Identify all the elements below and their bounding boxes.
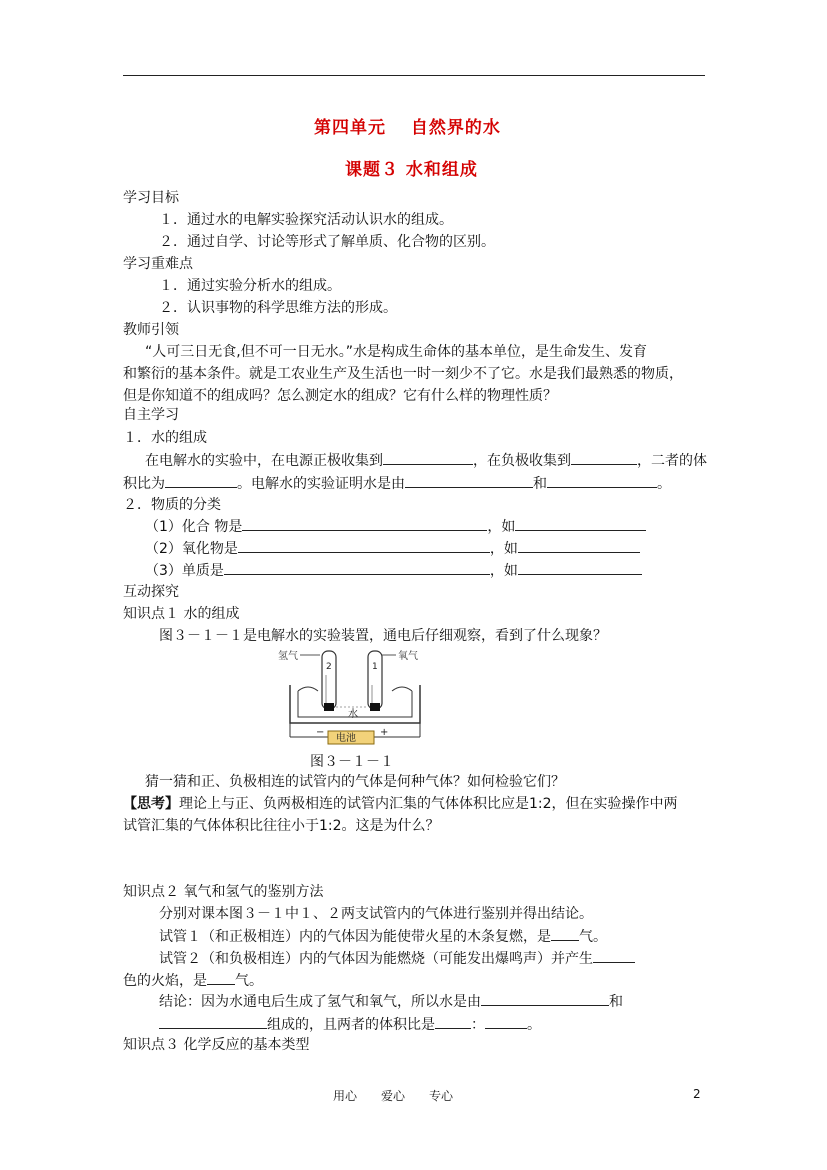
intro-line-3: 但是你知道不的组成吗？怎么测定水的组成？它有什么样的物理性质？ <box>123 388 557 404</box>
section-interactive: 互动探究 <box>123 584 179 600</box>
text: 试管１（和正极相连）内的气体因为能使带火星的木条复燃，是 <box>159 929 551 945</box>
kp2-conclusion-1 <box>159 991 623 1012</box>
section-self-study: 自主学习 <box>123 407 179 423</box>
electrolysis-diagram <box>270 645 440 750</box>
lesson-title: 课题３ 水和组成 <box>345 160 478 180</box>
footer-motto: 用心 爱心 专心 <box>333 1089 454 1103</box>
unit-title: 第四单元 自然界的水 <box>314 118 501 138</box>
section-goals: 学习目标 <box>123 190 179 206</box>
text: 和 <box>609 994 623 1010</box>
knowledge-point-2: 知识点２ 氧气和氢气的鉴别方法 <box>123 884 324 900</box>
section-intro: 教师引领 <box>123 322 179 338</box>
self-item-2-heading: ２．物质的分类 <box>123 497 221 513</box>
text: ，如 <box>489 563 518 579</box>
kp2-line-3 <box>159 948 635 969</box>
tube-number-1: 1 <box>372 662 378 672</box>
kp2-line-4 <box>123 970 263 991</box>
self-item-1-line-1 <box>145 450 707 471</box>
oxygen-label: 氧气 <box>398 651 418 662</box>
hydrogen-label: 氢气 <box>278 651 298 662</box>
key-point-2: ２．认识事物的科学思维方法的形成。 <box>159 300 397 316</box>
blank-conclusion-element-2[interactable] <box>159 1014 267 1029</box>
text: 组成的，且两者的体积比是 <box>267 1017 435 1033</box>
text: 气。 <box>235 973 263 989</box>
classification-oxide <box>145 538 640 559</box>
goal-2: ２．通过自学、讨论等形式了解单质、化合物的区别。 <box>159 234 495 250</box>
text: 。 <box>657 476 671 492</box>
think-line-1 <box>123 794 678 814</box>
blank-element-def[interactable] <box>224 560 490 575</box>
kp2-line-2 <box>159 926 607 947</box>
text: （3）单质是 <box>145 563 224 579</box>
text: 色的火焰，是 <box>123 973 207 989</box>
blank-ratio-right[interactable] <box>485 1014 527 1029</box>
blank-negative-gas[interactable] <box>571 450 637 465</box>
text: 。电解水的实验证明水是由 <box>237 476 405 492</box>
text: 结论：因为水通电后生成了氢气和氧气，所以水是由 <box>159 994 481 1010</box>
text: 气。 <box>579 929 607 945</box>
key-point-1: １．通过实验分析水的组成。 <box>159 278 341 294</box>
text: 和 <box>533 476 547 492</box>
knowledge-point-3: 知识点３ 化学反应的基本类型 <box>123 1037 310 1053</box>
text: ，在负极收集到 <box>473 453 571 469</box>
kp2-line-1: 分别对课本图３－１中１、２两支试管内的气体进行鉴别并得出结论。 <box>159 906 593 922</box>
intro-line-1: “人可三日无食,但不可一日无水。”水是构成生命体的基本单位，是生命发生、发育 <box>145 344 647 360</box>
text: ，二者的体 <box>637 453 707 469</box>
tube-number-2: 2 <box>326 662 332 672</box>
blank-compound-def[interactable] <box>242 516 487 531</box>
minus-sign: − <box>316 727 325 738</box>
think-tag: 【思考】 <box>123 796 179 812</box>
text: ： <box>471 1017 485 1033</box>
header-rule <box>123 75 705 76</box>
blank-oxide-example[interactable] <box>518 538 640 553</box>
self-item-1-heading: １．水的组成 <box>123 430 207 446</box>
figure-caption: 图３－１－１ <box>310 754 394 770</box>
blank-tube1-gas[interactable] <box>551 926 579 941</box>
text: （2）氧化物是 <box>145 541 238 557</box>
page-number: 2 <box>693 1087 701 1101</box>
knowledge-point-1: 知识点１ 水的组成 <box>123 606 240 622</box>
blank-element-2[interactable] <box>547 473 657 488</box>
figure-question: 图３－１－１是电解水的实验装置，通电后仔细观察，看到了什么现象？ <box>159 628 607 644</box>
blank-compound-example[interactable] <box>515 516 646 531</box>
blank-tube2-gas[interactable] <box>207 970 235 985</box>
self-item-1-line-2 <box>123 473 671 494</box>
classification-element <box>145 560 642 581</box>
blank-conclusion-element-1[interactable] <box>481 991 609 1006</box>
text: ，如 <box>489 541 518 557</box>
think-line-2: 试管汇集的气体体积比往往小于1:2。这是为什么？ <box>123 818 440 834</box>
blank-element-example[interactable] <box>518 560 642 575</box>
blank-volume-ratio[interactable] <box>165 473 237 488</box>
text: 在电解水的实验中，在电源正极收集到 <box>145 453 383 469</box>
classification-compound <box>145 516 646 537</box>
water-label: 水 <box>348 709 358 720</box>
kp2-conclusion-2 <box>159 1014 541 1035</box>
battery-label: 电池 <box>336 733 356 744</box>
blank-oxide-def[interactable] <box>238 538 490 553</box>
plus-sign: + <box>380 727 389 738</box>
text: ，如 <box>487 519 516 535</box>
section-key-points: 学习重难点 <box>123 256 193 272</box>
text: 试管２（和负极相连）内的气体因为能燃烧（可能发出爆鸣声）并产生 <box>159 951 593 967</box>
blank-positive-gas[interactable] <box>383 450 473 465</box>
goal-1: １．通过水的电解实验探究活动认识水的组成。 <box>159 212 453 228</box>
intro-line-2: 和繁衍的基本条件。就是工农业生产及生活也一时一刻少不了它。水是我们最熟悉的物质， <box>123 366 683 382</box>
text: 积比为 <box>123 476 165 492</box>
guess-question: 猜一猜和正、负极相连的试管内的气体是何种气体？如何检验它们？ <box>145 774 565 790</box>
text: （1）化合 物是 <box>145 519 243 535</box>
blank-ratio-left[interactable] <box>435 1014 471 1029</box>
text: 理论上与正、负两极相连的试管内汇集的气体体积比应是1:2，但在实验操作中两 <box>179 796 678 812</box>
blank-element-1[interactable] <box>405 473 533 488</box>
blank-flame-color[interactable] <box>593 948 635 963</box>
text: 。 <box>527 1017 541 1033</box>
